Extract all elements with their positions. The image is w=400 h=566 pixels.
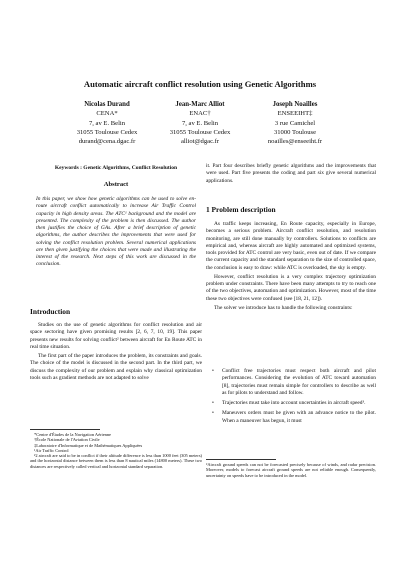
section-heading: 1 Problem description	[206, 205, 276, 214]
list-item-text: Maneuvers orders must be given with an advance notice to the pilot. When a maneuver has begun, it must	[222, 410, 376, 424]
author-address: 7, av E. Belin	[88, 119, 126, 127]
author-address: 7, av E. Belin	[181, 119, 219, 127]
list-item-text: Conflict free trajectories must respect both aircraft and pilot performances. Considering the evolution of ATC toward automation [8], trajectories must remain simple for controllers to describe as well as for pilots to understand and follow.	[222, 368, 376, 396]
author-affiliation: CENA*	[96, 110, 118, 118]
footnote: ²2 aircraft are said to be in conflict if their altitude difference is less than 1000 feet (305 meters) and the horizontal distance between them is less than 8 nautical miles (14800 meters). These two distances are respectively called vertical and horizontal standard separation.	[30, 453, 203, 469]
footnotes-left	[30, 432, 202, 469]
author-name: Nicolas Durand	[84, 101, 130, 108]
list-item	[208, 368, 376, 397]
section-body	[206, 221, 376, 314]
footnote: *Centre d'Études de la Navigation Aérienne	[34, 432, 111, 437]
footnote-rule	[30, 429, 100, 430]
author-email: noailles@enseeiht.fr	[267, 138, 323, 146]
right-intro: it. Part four describes briefly genetic algorithms and the improvements that were used. Part five presents the coding and part six give several numerical applications.	[206, 163, 376, 184]
paper-title: Automatic aircraft conflict resolution using Genetic Algorithms	[83, 79, 317, 89]
bullet-icon: •	[212, 410, 214, 417]
author-email: durand@cena.dgac.fr	[78, 138, 136, 146]
author-block	[145, 100, 255, 146]
list-item	[208, 400, 376, 407]
bullet-icon: •	[212, 400, 214, 406]
footnote: ‡Laboratoire d'Informatique et de Mathématiques Appliquées	[34, 442, 143, 448]
author-city: 31055 Toulouse Cedex	[76, 128, 138, 136]
bullet-icon: •	[212, 368, 214, 374]
intro-body	[30, 322, 202, 384]
author-name: Joseph Noailles	[272, 101, 318, 108]
intro-heading: Introduction	[30, 307, 71, 316]
section-paragraph: The solver we introduce has to handle the following constraints:	[214, 304, 353, 311]
author-city: 31000 Toulouse	[273, 128, 317, 136]
footnote: †École Nationale de l'Aviation Civile	[34, 437, 100, 443]
section-paragraph: However, conflict resolution is a very complex trajectory optimization problem under constraints. There have been many attempts to try to reach one of the two objectives, automation and optimization. However, most of the time these two objectives were confused (see [18, 21, 12]).	[206, 273, 376, 302]
section-paragraph: As traffic keeps increasing, En Route capacity, especially in Europe, becomes a serious problem. Aircraft conflict resolution, and resolution monitoring, are still done manually by controllers. Solutions to conflicts are empirical and, whereas aircraft are highly automated and optimized systems, tools provided for ATC control are very basic, even out of date. If we compare the current capacity and the standard separation to the size of controlled space, the conclusion is easy to draw: while ATC is overloaded, the sky is empty.	[206, 221, 376, 271]
list-item-text: Trajectories must take into account uncertainties in aircraft speed³.	[222, 400, 366, 406]
footnote: ¹Air Traffic Control	[34, 447, 69, 453]
author-block	[240, 100, 350, 146]
intro-paragraph: Studies on the use of genetic algorithms for conflict resolution and air space sectoring have given promising results [2, 6, 7, 10, 19]. This paper presents new results for solving conflict² between aircraft for En Route ATC in real time situation.	[30, 322, 202, 350]
author-affiliation: ENAC†	[189, 110, 211, 118]
author-affiliation: ENSEEIHT‡	[277, 110, 313, 118]
author-email: alliot@dgac.fr	[180, 138, 220, 146]
author-city: 31055 Toulouse Cedex	[169, 128, 231, 136]
list-item	[208, 410, 376, 425]
author-address: 3 rue Camichel	[274, 119, 316, 127]
abstract-heading: Abstract	[103, 181, 129, 188]
footnote-rule	[206, 459, 276, 460]
constraint-list	[208, 368, 376, 428]
author-name: Jean-Marc Alliot	[175, 101, 225, 108]
footnote-right: ³Aircraft ground speeds can not be forecasted precisely because of winds, and radar precision. Moreover, models to forecast aircraft ground speeds are not reliable enough. Consequently, uncertainty on speeds have to be introduced in the model.	[206, 462, 376, 478]
abstract-text: In this paper, we show how genetic algorithms can be used to solve en-route aircraft conflict automatically to increase Air Traffic Control capacity in high density areas. The ATC¹ background and the model are presented. The complexity of the problem is then discussed. The author then justifies the choice of GAs. After a brief description of genetic algorithms, the author describes the improvements that were used for solving the conflict resolution problem. Several numerical applications are then given justifying the choices that were made and illustrating the interest of the research. Next steps of this work are discussed in the conclusion.	[36, 196, 196, 268]
intro-paragraph: The first part of the paper introduces the problem, its constraints and goals. The choice of the model is discussed in the second part. In the third part, we discuss the complexity of our problem and explain why classical optimization tools such as gradient methods are not adapted to solve	[30, 353, 202, 381]
keywords: Keywords : Genetic Algorithms, Conflict Resolution	[54, 165, 178, 171]
